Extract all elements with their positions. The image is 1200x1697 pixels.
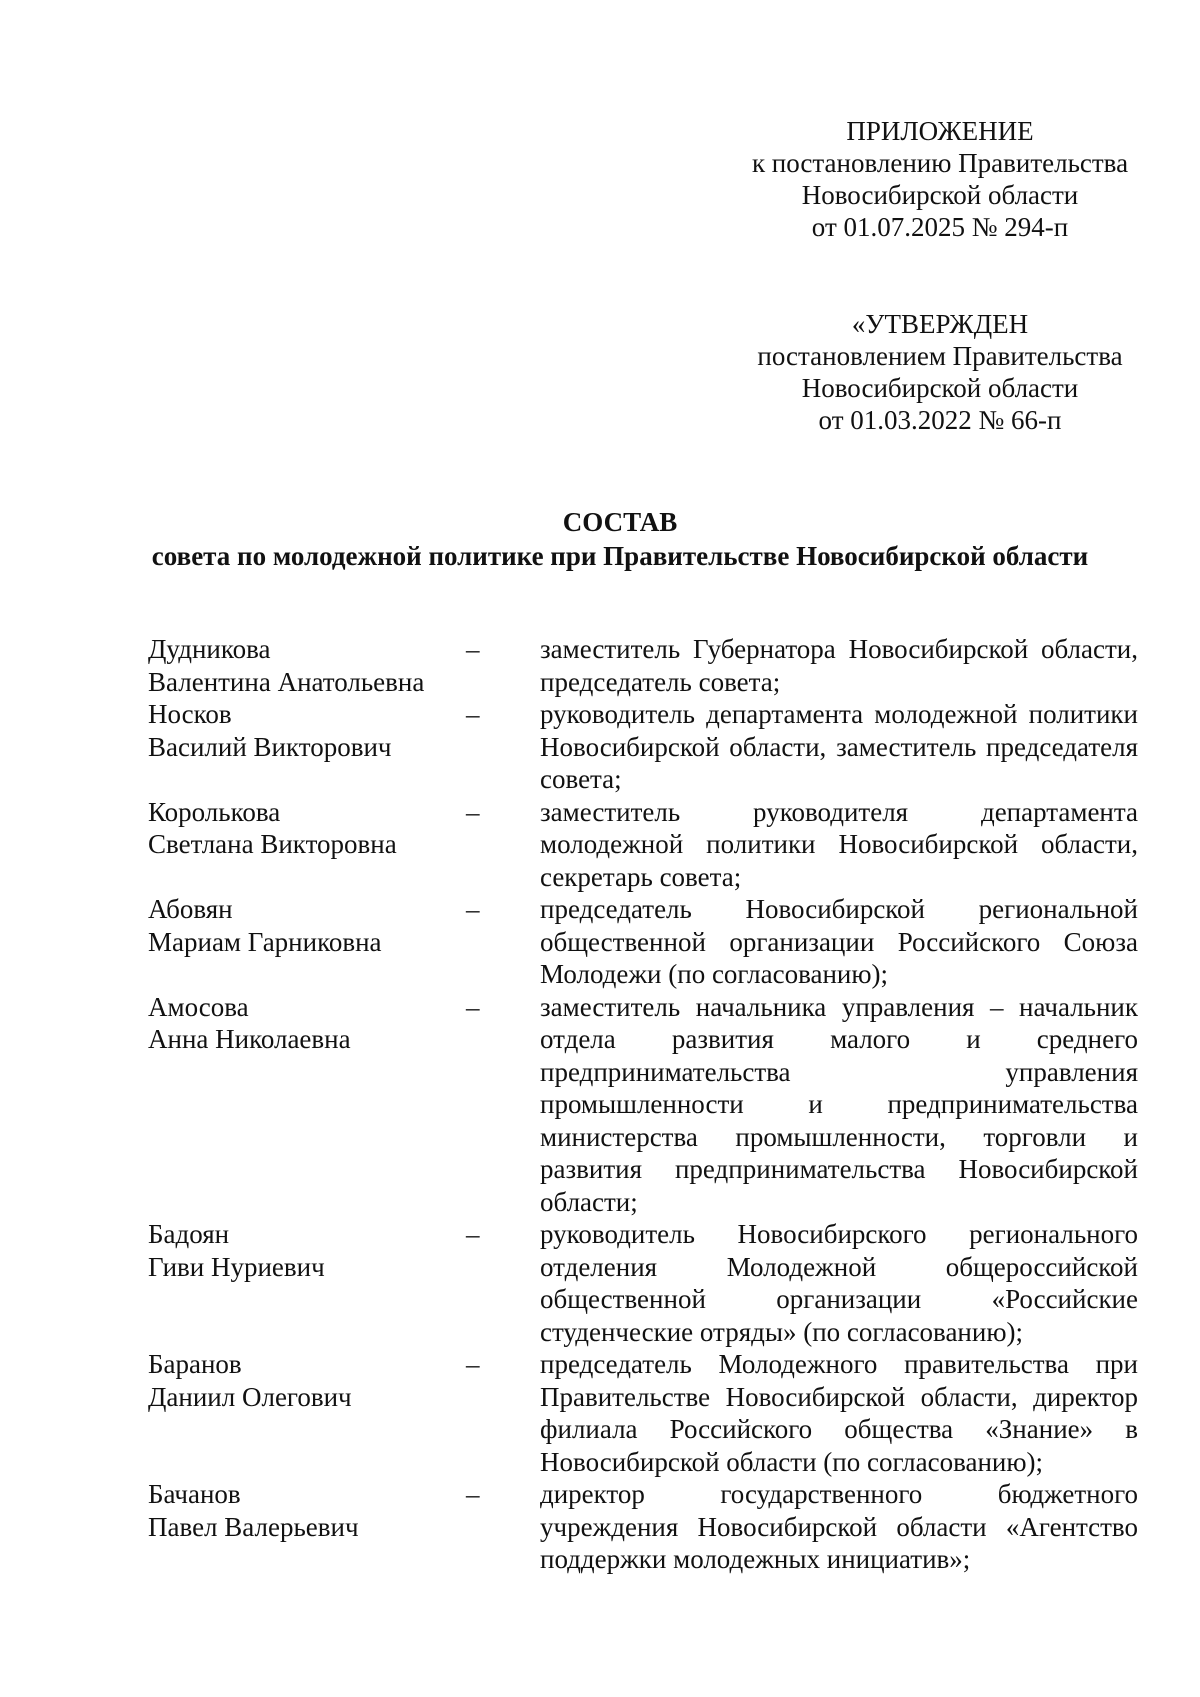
member-row xyxy=(148,633,1138,698)
member-given-names: Василий Викторович xyxy=(148,731,392,762)
member-surname: Баранов xyxy=(148,1349,242,1379)
member-dash: – xyxy=(466,634,480,664)
member-dash: – xyxy=(466,699,480,729)
member-row xyxy=(148,698,1138,796)
member-name xyxy=(148,698,466,796)
appendix-label: ПРИЛОЖЕНИЕ xyxy=(846,116,1034,146)
member-given-names: Валентина Анатольевна xyxy=(148,666,425,697)
member-dash: – xyxy=(466,796,480,827)
member-surname: Дудникова xyxy=(148,634,271,664)
document-subtitle: совета по молодежной политике при Правительстве Новосибирской области xyxy=(151,541,1089,571)
appendix-stamp xyxy=(735,115,1145,243)
member-dash: – xyxy=(466,894,480,924)
member-name xyxy=(148,1478,466,1576)
member-name xyxy=(148,633,466,698)
member-row xyxy=(148,1218,1138,1348)
document-title: СОСТАВ xyxy=(562,507,678,537)
appendix-date-number: от 01.07.2025 № 294-п xyxy=(811,212,1069,242)
members-list xyxy=(148,633,1138,1576)
member-row xyxy=(148,1348,1138,1478)
member-name xyxy=(148,893,466,991)
member-name xyxy=(148,991,466,1219)
member-surname: Бачанов xyxy=(148,1479,241,1509)
member-given-names: Даниил Олегович xyxy=(148,1381,352,1412)
member-surname: Носков xyxy=(148,699,232,729)
member-given-names: Анна Николаевна xyxy=(148,1024,351,1054)
member-dash: – xyxy=(466,1479,480,1509)
member-role: директор государственного бюджетного учреждения Новосибирской области «Агентство поддержки молодежных инициатив»; xyxy=(540,1479,1138,1574)
member-surname: Бадоян xyxy=(148,1219,230,1249)
member-dash: – xyxy=(466,1219,480,1249)
member-row xyxy=(148,796,1138,894)
member-given-names: Мариам Гарниковна xyxy=(148,926,382,957)
member-role: заместитель руководителя департамента молодежной политики Новосибирской области, секретарь совета; xyxy=(540,796,1138,892)
member-given-names: Гиви Нуриевич xyxy=(148,1251,325,1282)
approved-line: Новосибирской области xyxy=(801,373,1079,403)
appendix-line: Новосибирской области xyxy=(801,180,1079,210)
member-role: руководитель Новосибирского регионального отделения Молодежной общероссийской общественной организации «Российские студенческие отряды» (по согласованию); xyxy=(540,1219,1138,1347)
member-given-names: Павел Валерьевич xyxy=(148,1511,359,1542)
approved-label: «УТВЕРЖДЕН xyxy=(851,309,1029,339)
member-name xyxy=(148,1348,466,1478)
member-dash: – xyxy=(466,991,480,1022)
member-role: руководитель департамента молодежной политики Новосибирской области, заместитель председателя совета; xyxy=(540,699,1138,794)
member-surname: Амосова xyxy=(148,991,249,1022)
member-surname: Абовян xyxy=(148,894,233,924)
member-role: заместитель начальника управления – начальник отдела развития малого и среднего предпринимательства управления промышленности и предпринимательства министерства промышленности, торговли и развития предпринимательства Новосибирской области; xyxy=(540,991,1138,1217)
document-heading xyxy=(0,505,1200,573)
member-given-names: Светлана Викторовна xyxy=(148,829,397,859)
approved-stamp xyxy=(740,308,1140,436)
member-role: председатель Новосибирской региональной общественной организации Российского Союза Молодежи (по согласованию); xyxy=(540,894,1138,989)
member-role: председатель Молодежного правительства при Правительстве Новосибирской области, директор филиала Российского общества «Знание» в Новосибирской области (по согласованию); xyxy=(540,1349,1138,1477)
appendix-line: к постановлению Правительства xyxy=(751,148,1129,178)
approved-line: постановлением Правительства xyxy=(757,341,1123,371)
member-surname: Королькова xyxy=(148,796,281,827)
approved-date-number: от 01.03.2022 № 66-п xyxy=(818,405,1062,435)
member-name xyxy=(148,1218,466,1348)
member-row xyxy=(148,1478,1138,1576)
member-row xyxy=(148,893,1138,991)
member-dash: – xyxy=(466,1349,480,1379)
member-name xyxy=(148,796,466,894)
member-role: заместитель Губернатора Новосибирской области, председатель совета; xyxy=(540,634,1138,697)
member-row xyxy=(148,991,1138,1219)
